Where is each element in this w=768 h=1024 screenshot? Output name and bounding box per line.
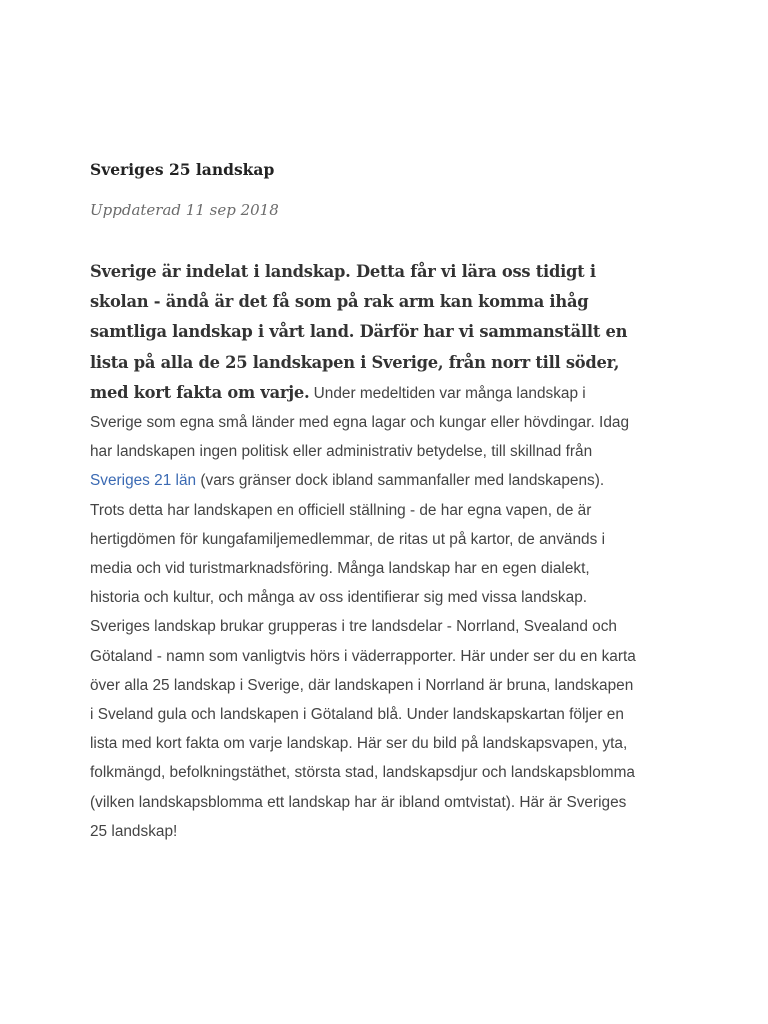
article-lead: Sverige är indelat i landskap. Detta får vi lära oss tidigt i skolan - ändå är det få som på rak arm kan komma ihåg samtliga landskap i vårt land. Därför har vi sammanställt en lista på alla de 25 landskapen i Sverige, från norr till söder, med kort fakta om varje. xyxy=(90,262,628,402)
article xyxy=(90,156,638,846)
article-title: Sveriges 25 landskap xyxy=(90,160,275,179)
sveriges-21-lan-link[interactable]: Sveriges 21 län xyxy=(90,472,197,490)
article-date: Uppdaterad 11 sep 2018 xyxy=(90,201,279,219)
body-text-before-link: Under medeltiden var många landskap i Sverige som egna små länder med egna lagar och kungar eller hövdingar. Idag har landskapen ingen politisk eller administrativ betydelse, till skillnad från xyxy=(90,384,630,461)
body-text-after-link: (vars gränser dock ibland sammanfaller med landskapens). Trots detta har landskapen en officiell ställning - de har egna vapen, de är hertigdömen för kungafamiljemedlemmar, de ritas ut på kartor, de används i media och vid turistmarknadsföring. Många landskap har en egen dialekt, historia och kultur, och många av oss identifierar sig med vissa landskap. Sveriges landskap brukar grupperas i tre landsdelar - Norrland, Svealand och Götaland - namn som vanligtvis hörs i väderrapporter. Här under ser du en karta över alla 25 landskap i Sverige, där landskapen i Norrland är bruna, landskapen i Sveland gula och landskapen i Götaland blå. Under landskapskartan följer en lista med kort fakta om varje landskap. Här ser du bild på landskapsvapen, yta, folkmängd, befolkningstäthet, största stad, landskapsdjur och landskapsblomma (vilken landskapsblomma ett landskap har är ibland omtvistat). Här är Sveriges 25 landskap! xyxy=(90,472,636,840)
article-body xyxy=(90,257,638,846)
